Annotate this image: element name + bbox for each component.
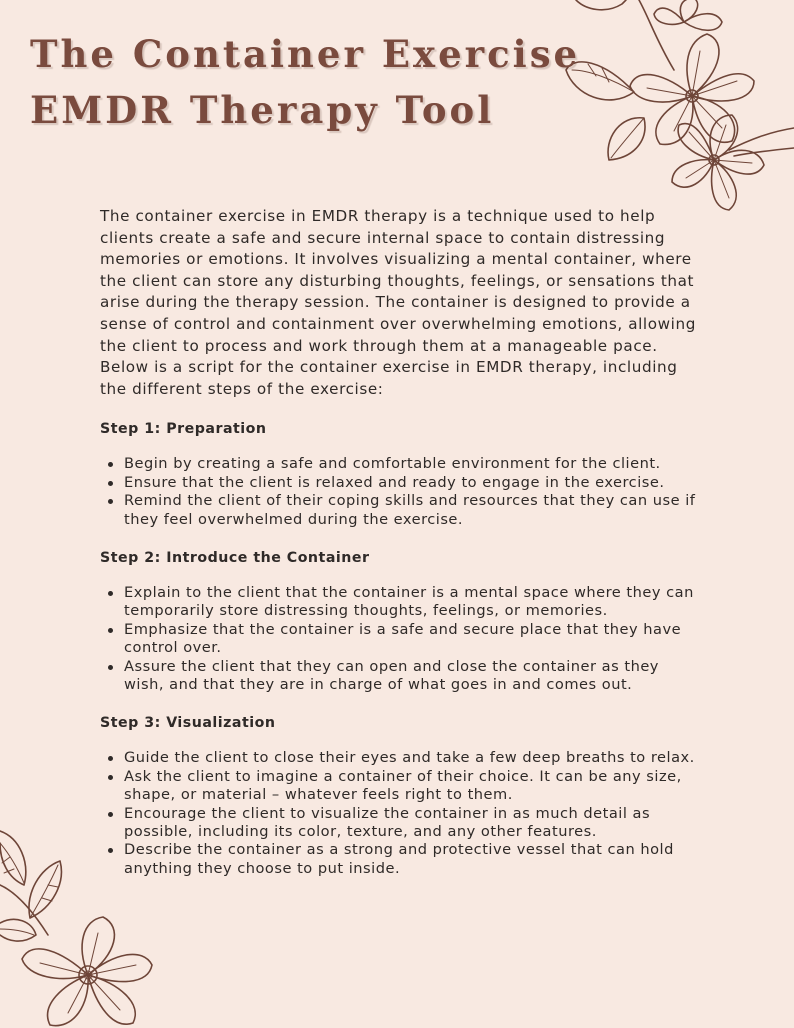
step-2-heading: Step 2: Introduce the Container bbox=[100, 549, 370, 566]
step-2-list bbox=[100, 584, 700, 694]
page-title bbox=[30, 26, 580, 138]
step-3-list bbox=[100, 749, 700, 878]
list-item: Encourage the client to visualize the container in as much detail as possible, including its color, texture, and any other features. bbox=[124, 805, 700, 842]
floral-decoration-top-right-icon bbox=[564, 0, 794, 225]
list-item: Explain to the client that the container is a mental space where they can temporarily store distressing thoughts, feelings, or memories. bbox=[124, 584, 700, 621]
list-item: Begin by creating a safe and comfortable environment for the client. bbox=[124, 455, 700, 473]
list-item: Assure the client that they can open and close the container as they wish, and that they are in charge of what goes in and comes out. bbox=[124, 658, 700, 695]
step-1-list bbox=[100, 455, 700, 529]
title-line-2: EMDR Therapy Tool bbox=[30, 88, 495, 132]
step-3-heading: Step 3: Visualization bbox=[100, 715, 276, 732]
list-item: Describe the container as a strong and protective vessel that can hold anything they choose to put inside. bbox=[124, 841, 700, 878]
list-item: Emphasize that the container is a safe and secure place that they have control over. bbox=[124, 621, 700, 658]
list-item: Guide the client to close their eyes and take a few deep breaths to relax. bbox=[124, 749, 700, 767]
document-body bbox=[100, 206, 700, 878]
list-item: Ensure that the client is relaxed and ready to engage in the exercise. bbox=[124, 474, 700, 492]
step-1-heading: Step 1: Preparation bbox=[100, 421, 267, 438]
list-item: Ask the client to imagine a container of their choice. It can be any size, shape, or material – whatever feels right to them. bbox=[124, 768, 700, 805]
title-line-1: The Container Exercise bbox=[30, 32, 581, 76]
intro-paragraph: The container exercise in EMDR therapy is a technique used to help clients create a safe and secure internal space to contain distressing memories or emotions. It involves visualizing a mental container, where the client can store any disturbing thoughts, feelings, or sensations that arise during the therapy session. The container is designed to provide a sense of control and containment over overwhelming emotions, allowing the client to process and work through them at a manageable pace. Below is a script for the container exercise in EMDR therapy, including the different steps of the exercise: bbox=[100, 207, 696, 398]
list-item: Remind the client of their coping skills and resources that they can use if they feel overwhelmed during the exercise. bbox=[124, 492, 700, 529]
